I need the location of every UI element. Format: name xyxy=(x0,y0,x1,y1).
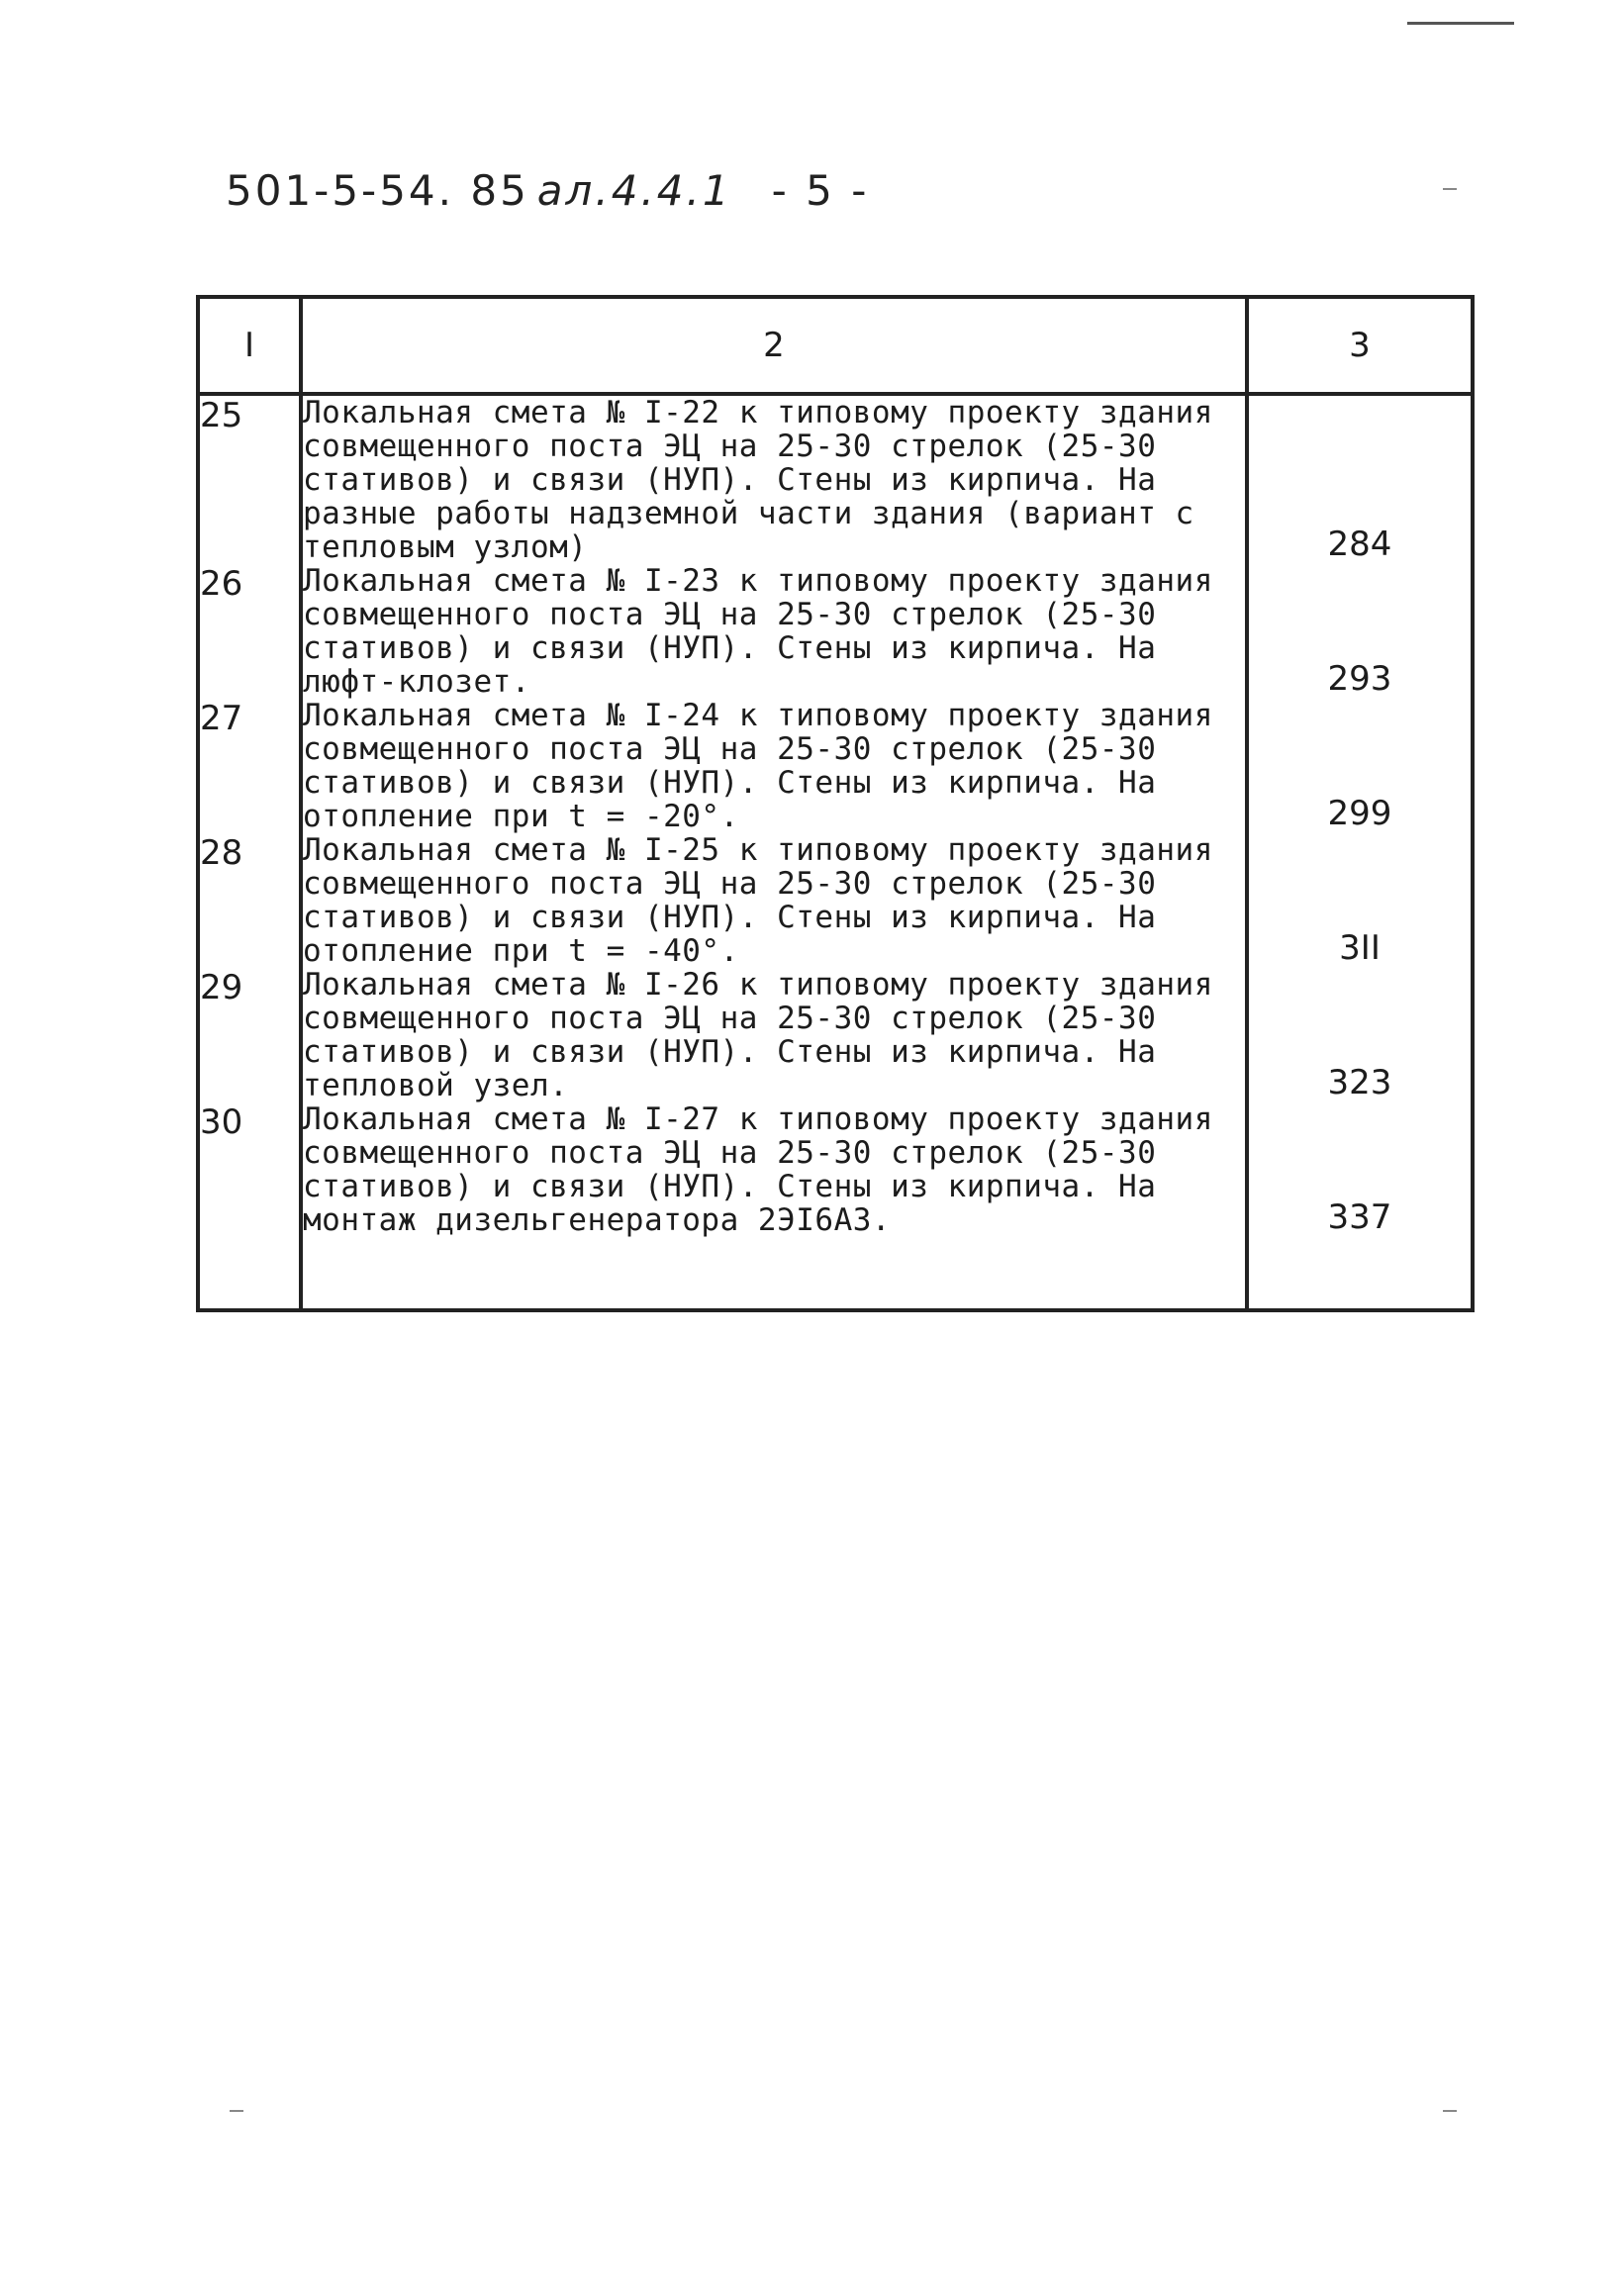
table-row xyxy=(198,968,1473,1102)
row-number: 28 xyxy=(198,833,301,968)
table-row xyxy=(198,833,1473,968)
row-page: 293 xyxy=(1247,564,1473,699)
contents-table xyxy=(196,295,1475,1312)
row-page: 284 xyxy=(1247,394,1473,564)
column-header: 3 xyxy=(1247,297,1473,394)
row-page: 299 xyxy=(1247,699,1473,833)
empty-cell xyxy=(301,1237,1247,1310)
row-description: Локальная смета № I-23 к типовому проекту здания совмещенного поста ЭЦ на 25-30 стрелок (25-30 стативов) и связи (НУП). Стены из кирпича. На люфт-клозет. xyxy=(301,564,1247,699)
row-page: 3II xyxy=(1247,833,1473,968)
table-row xyxy=(198,1102,1473,1237)
table-row xyxy=(198,699,1473,833)
empty-cell xyxy=(198,1237,301,1310)
handwritten-annotation: ал.4.4.1 xyxy=(536,166,732,215)
table-row xyxy=(198,564,1473,699)
document-header xyxy=(226,166,869,215)
row-description: Локальная смета № I-27 к типовому проекту здания совмещенного поста ЭЦ на 25-30 стрелок (25-30 стативов) и связи (НУП). Стены из кирпича. На монтаж дизельгенератора 2ЭI6АЗ. xyxy=(301,1102,1247,1237)
table-header-row xyxy=(198,297,1473,394)
table-row xyxy=(198,394,1473,564)
row-number: 29 xyxy=(198,968,301,1102)
table-spacer-row xyxy=(198,1237,1473,1310)
row-description: Локальная смета № I-24 к типовому проекту здания совмещенного поста ЭЦ на 25-30 стрелок (25-30 стативов) и связи (НУП). Стены из кирпича. На отопление при t = -20°. xyxy=(301,699,1247,833)
scan-mark xyxy=(1443,2110,1457,2112)
document-code: 501-5-54. 85 xyxy=(226,166,529,215)
row-number: 26 xyxy=(198,564,301,699)
row-number: 25 xyxy=(198,394,301,564)
empty-cell xyxy=(1247,1237,1473,1310)
scan-mark xyxy=(1443,188,1457,190)
row-number: 30 xyxy=(198,1102,301,1237)
row-description: Локальная смета № I-22 к типовому проекту здания совмещенного поста ЭЦ на 25-30 стрелок (25-30 стативов) и связи (НУП). Стены из кирпича. На разные работы надземной части здания (вариант с тепловым узлом) xyxy=(301,394,1247,564)
row-page: 323 xyxy=(1247,968,1473,1102)
scan-mark xyxy=(230,2110,243,2112)
column-header: I xyxy=(198,297,301,394)
row-description: Локальная смета № I-25 к типовому проекту здания совмещенного поста ЭЦ на 25-30 стрелок (25-30 стативов) и связи (НУП). Стены из кирпича. На отопление при t = -40°. xyxy=(301,833,1247,968)
row-number: 27 xyxy=(198,699,301,833)
row-description: Локальная смета № I-26 к типовому проекту здания совмещенного поста ЭЦ на 25-30 стрелок (25-30 стативов) и связи (НУП). Стены из кирпича. На тепловой узел. xyxy=(301,968,1247,1102)
top-rule xyxy=(1407,22,1514,25)
page-number: - 5 - xyxy=(771,166,870,215)
column-header: 2 xyxy=(301,297,1247,394)
row-page: 337 xyxy=(1247,1102,1473,1237)
